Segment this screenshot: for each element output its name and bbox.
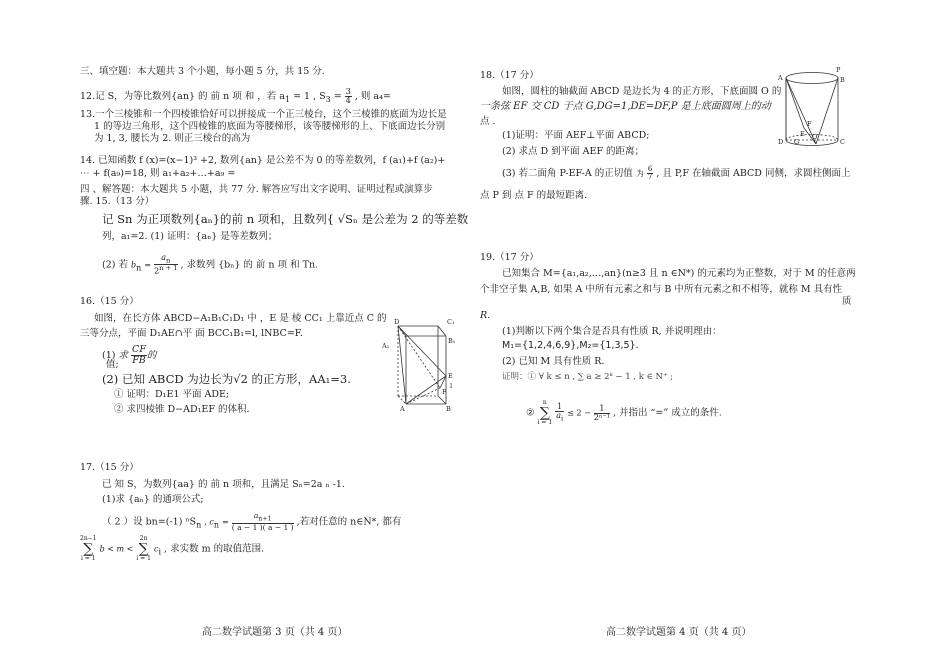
label-d: D: [778, 138, 784, 146]
label-f: F: [807, 120, 812, 128]
q17-fraction: $\frac{a_{n+1}}{( a - 1 )( a - 1 )}$: [231, 511, 294, 533]
right-page: [480, 0, 855, 671]
q16-heading: 16.（15 分）: [80, 296, 139, 307]
sum-symbol-b: 2n ∑ i = 1: [136, 535, 151, 562]
q19-part2: (2) 已知 M 具有性质 R.: [502, 356, 605, 367]
q19-line2b: 质: [842, 296, 852, 307]
q15-line1: 记 Sn 为正项数列{aₙ}的前 n 项和，且数列{ √Sₙ 是公差为 2 的等差数: [102, 212, 469, 226]
figure-16-cuboid: [380, 316, 460, 411]
q19-part1-sets: M₁={1,2,4,6,9},M₂={1,3,5}.: [502, 340, 639, 351]
q18-heading: 18.（17 分）: [480, 70, 539, 81]
left-page: [80, 0, 469, 671]
q12-part-a: 12.记 S，为等比数列{an} 的 前 n 项 和 ，若 a: [80, 91, 285, 102]
q15-part2: (2) 若 $b_n$ = $\frac{a_n}{2^{n + 1}}$ , 求数列 {bₙ} 的 前 n 项 和 Tn.: [102, 253, 319, 276]
label-a: A: [400, 405, 405, 413]
label-c: C: [840, 138, 845, 146]
label-e: E: [800, 130, 805, 138]
q16-part2-i: ① 证明：D₁E1 平面 ADE;: [114, 389, 230, 400]
q17-line1: 已 知 S，为数列{aa} 的 前 n 项和，且满足 Sₙ=2a ₙ -1.: [102, 479, 345, 490]
q18-part1: (1)证明：平面 AEF⊥平面 ABCD;: [502, 130, 650, 141]
q12-fraction: $\frac{3}{4}$: [345, 87, 351, 105]
label-b: B: [840, 76, 845, 84]
sum-symbol-a: 2n−1 ∑ i = 1: [80, 535, 97, 562]
section4-line2: 骤. 15.（13 分）: [80, 196, 155, 207]
label-b1: B₁: [448, 337, 456, 345]
q13-line2: 1 的等边三角形，这个四棱锥的底面为等腰梯形，该等腰梯形的上、下底面边长分别: [94, 121, 446, 132]
label-c1: C₁: [447, 318, 455, 326]
q14-line1: 14. 已知函数 f (x)=(x−1)³ +2, 数列{an} 是公差不为 0 的等差数列，f (a₁)+f (a₂)+: [80, 155, 446, 166]
q18-part3: (3) 若二面角 P-EF-A 的正切值 为 $\frac{6}{7}$ , 且 P,F 在轴截面 ABCD 同侧，求圆柱侧面上: [502, 165, 851, 181]
label-e: E: [448, 372, 453, 380]
q14-line2: ⋯ + f(a₉)=18, 则 a₁+a₂+…+a₉ =: [80, 168, 236, 179]
q16-fraction: $\frac{CF}{FB}$: [132, 344, 146, 366]
q19-line2: 个非空子集 A,B, 如果 A 中所有元素之和与 B 中所有元素之和不相等，就称 M 具有性: [480, 284, 843, 295]
q15-line2: 列，a₁=2. (1) 证明：{aₙ} 是等差数列；: [102, 231, 278, 242]
q19-part2-i: 证明：① ∀ k ≤ n , ∑ a ≥ 2ᵏ − 1 , k ∈ N⁺ ;: [502, 372, 674, 382]
label-f: F: [442, 388, 447, 396]
q17-line4: 2n−1 ∑ i = 1 b < m < 2n ∑ i = 1 $c_i$ , 求实数 m 的取值范围.: [80, 535, 265, 562]
q16-line2: 三等分点，平面 D₁AE∩平 面 BCC₁B₁=l, lNBC=F.: [80, 328, 303, 339]
q19-line3: R.: [480, 310, 491, 321]
q12-text: 12.记 S，为等比数列{an} 的 前 n 项 和 ，若 $a_1 = 1$ , $S_3$ = $\frac{3}{4}$ , 则 a₄=: [80, 87, 391, 105]
q18-part3-line2: 点 P 到 点 F 的最短距离.: [480, 190, 588, 201]
section3-heading: 三、填空题：本大题共 3 个小题，每小题 5 分，共 15 分.: [80, 66, 325, 77]
q17-heading: 17.（15 分）: [80, 462, 139, 473]
figure-18-cylinder: [776, 68, 856, 148]
q17-line2: (1)求 {aₙ} 的通项公式;: [102, 494, 204, 505]
q18-fraction: $\frac{6}{7}$: [647, 165, 653, 181]
label-l: l: [450, 382, 453, 390]
sum-symbol-c: n ∑ i = 1: [537, 399, 553, 426]
label-b: B: [446, 405, 451, 413]
label-a: A: [778, 74, 783, 82]
q18-part2: (2) 求点 D 到平面 AEF 的距离；: [502, 146, 645, 157]
q19-heading: 19.（17 分）: [480, 252, 539, 263]
q19-part1: (1)判断以下两个集合是否具有性质 R, 并说明理由：: [502, 326, 722, 337]
q12-part-b: = 1 , S: [293, 91, 326, 102]
q16-part1: (1) 求 $\frac{CF}{FB}$ 的 值;: [102, 344, 157, 370]
q19-line1: 已知集合 M={a₁,a₂,…,an}(n≥3 且 n ∈N*) 的元素均为正整数，对于 M 的任意两: [502, 268, 856, 279]
q18-line3: 点 .: [480, 116, 496, 127]
section4-line1: 四 、解答题：本大题共 5 小题，共 77 分. 解答应写出文字说明、证明过程或演算步: [80, 184, 433, 195]
q19-fraction-b: $\frac{1}{\text{2ⁿ⁻¹}}$: [593, 403, 610, 422]
q17-line3: （ 2 ）设 bn=(-1) ⁿS$_n$ , $c_n$ = $\frac{a_{n+1}}{( a - 1 )( a - 1 )}$ ,若对任意的 n∈N*, 都有: [102, 511, 402, 533]
q16-part2: (2) 已知 ABCD 为边长为√2 的正方形，AA₁=3.: [102, 372, 351, 386]
q19-part2-ii: ② n ∑ i = 1 $\frac{1}{a_i}$ ≤ 2 − $\frac{1}{\text{2ⁿ⁻¹}}$ , 并指出 “=” 成立的条件.: [526, 399, 722, 426]
q12-part-c: , 则 a₄=: [354, 91, 391, 102]
label-a1: A₁: [382, 342, 390, 350]
q16-line1: 如图，在长方体 ABCD−A₁B₁C₁D₁ 中 ，E 是 棱 CC₁ 上靠近点 C 的: [94, 313, 387, 324]
q13-line1: 13.一个三棱锥和一个四棱锥恰好可以拼接成一个正三棱台，这个三棱锥的底面为边长是: [80, 109, 447, 120]
q16-part2-ii: ② 求四棱锥 D−AD₁EF 的体积.: [114, 404, 250, 415]
q18-line1: 如图，圆柱的轴截面 ABCD 是边长为 4 的正方形，下底面圆 O 的: [502, 86, 782, 97]
q19-fraction-a: $\frac{1}{a_i}$: [556, 402, 564, 423]
q18-line2: 一条弦 EF 交 CD 于点 G,DG=1,DE=DF,P 是上底面圆周上的动: [480, 101, 771, 112]
label-p: P: [836, 66, 841, 74]
label-o: O: [812, 133, 818, 141]
right-page-footer: 高二数学试题第 4 页（共 4 页）: [606, 627, 752, 638]
q15-fraction: $\frac{a_n}{2^{n + 1}}$: [154, 253, 178, 276]
left-page-footer: 高二数学试题第 3 页（共 4 页）: [202, 627, 348, 638]
q13-line3: 为 1, 3, 腰长为 2. 则正三棱台的高为: [94, 133, 251, 144]
label-g: G: [794, 138, 800, 146]
label-d: D: [394, 318, 400, 326]
